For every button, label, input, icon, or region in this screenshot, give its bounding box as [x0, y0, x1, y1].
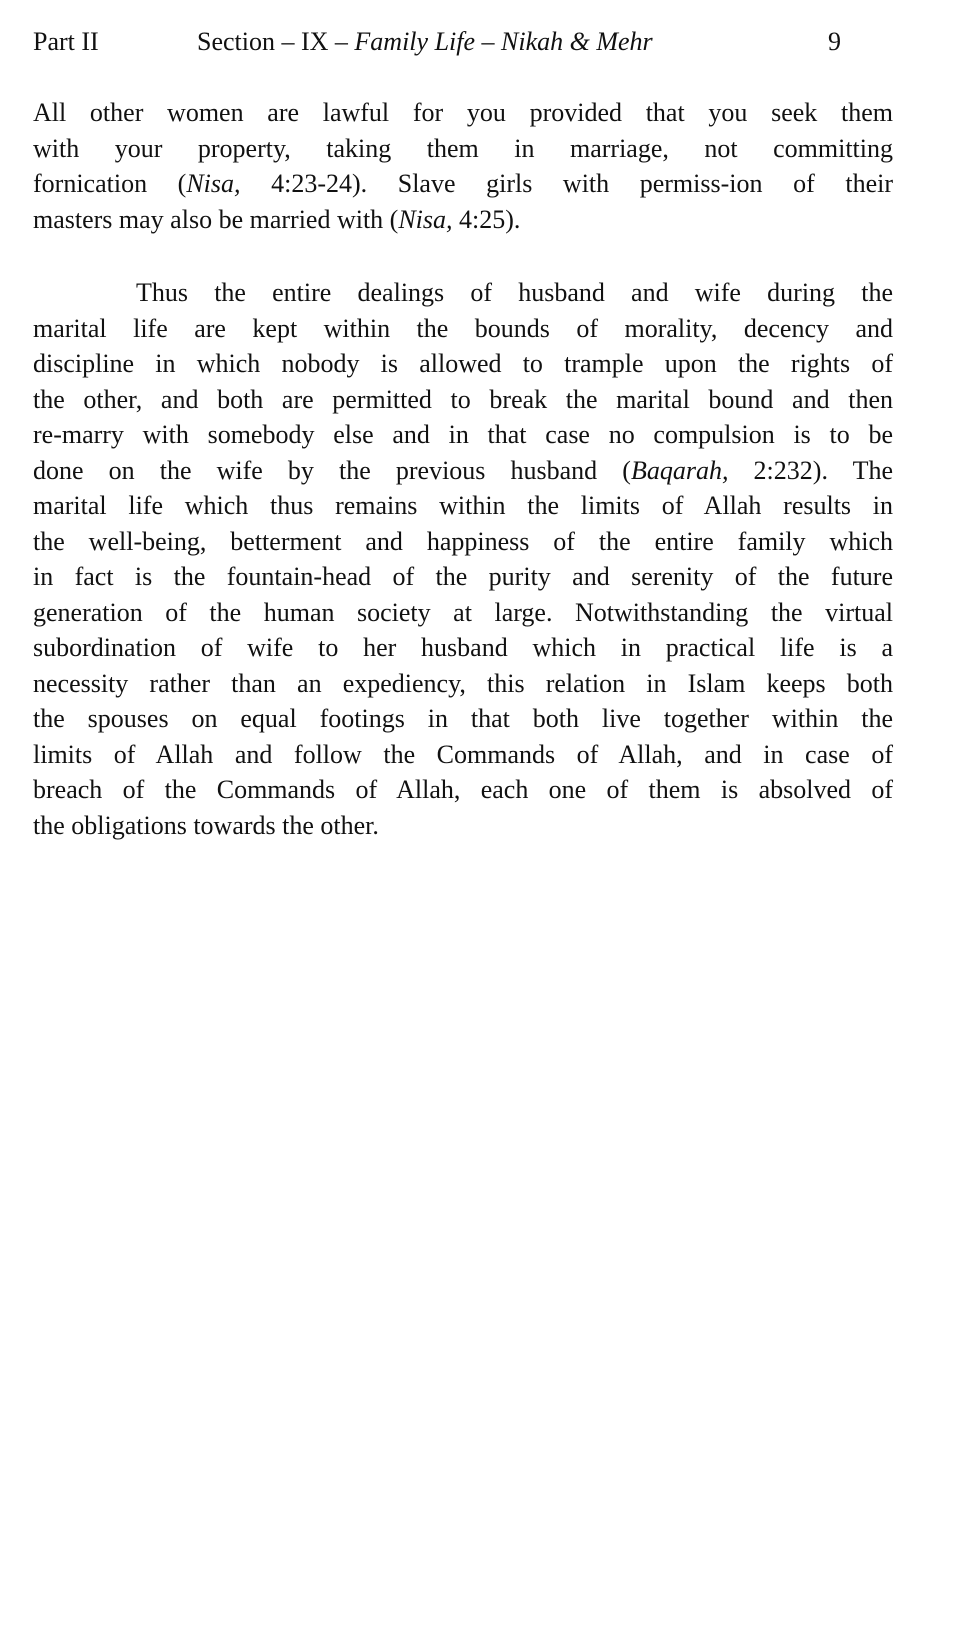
text-line — [33, 702, 893, 736]
text-segment: the well-being, betterment and happiness of the entire family which — [33, 526, 893, 556]
text-segment: with your property, taking them in marriage, not committing — [33, 133, 893, 163]
text-line — [33, 560, 893, 594]
citation-text: Nisa, — [398, 204, 453, 234]
text-line — [33, 96, 893, 130]
text-segment: the spouses on equal footings in that both live together within the — [33, 704, 893, 733]
text-segment: in fact is the fountain-head of the purity and serenity of the future — [33, 562, 893, 591]
text-segment: necessity rather than an expediency, this relation in Islam keeps both — [33, 668, 893, 698]
text-line — [33, 383, 893, 417]
text-line — [33, 276, 893, 310]
text-segment: done on the wife by the previous husband ( — [33, 455, 631, 485]
text-segment: the other, and both are permitted to break the marital bound and then — [33, 384, 893, 414]
text-line — [33, 631, 893, 665]
text-segment: Thus the entire dealings of husband and wife during the — [136, 278, 893, 307]
text-segment: re-marry with somebody else and in that case no compulsion is to be — [33, 420, 893, 449]
text-segment: 4:23-24). Slave girls with permiss-ion of their — [240, 169, 893, 198]
text-line — [33, 809, 893, 843]
text-segment: All other women are lawful for you provided that you seek them — [33, 98, 893, 127]
text-segment: discipline in which nobody is allowed to trample upon the rights of — [33, 349, 893, 378]
text-line — [33, 418, 893, 452]
text-line — [33, 132, 893, 166]
text-segment: breach of the Commands of Allah, each one of them is absolved of — [33, 775, 893, 804]
text-segment: 4:25). — [452, 204, 521, 234]
text-segment: fornication ( — [33, 169, 187, 198]
text-line — [33, 773, 893, 807]
text-segment: subordination of wife to her husband which in practical life is a — [33, 633, 893, 662]
text-line — [33, 167, 893, 201]
text-line — [33, 347, 893, 381]
text-line — [33, 525, 893, 559]
header-part: Part II — [33, 27, 99, 56]
text-line — [33, 667, 893, 701]
citation-text: Baqarah, — [630, 455, 729, 485]
text-line — [33, 454, 893, 488]
page-number: 9 — [828, 27, 841, 56]
text-segment: masters may also be married with ( — [33, 204, 399, 234]
header-section-title: Family Life – Nikah & Mehr — [354, 27, 653, 56]
text-segment: marital life which thus remains within the limits of Allah results in — [33, 491, 893, 520]
text-line — [33, 489, 893, 523]
text-line — [33, 312, 893, 346]
text-segment: limits of Allah and follow the Commands of Allah, and in case of — [33, 739, 893, 769]
text-line — [33, 738, 893, 772]
text-line — [33, 203, 893, 237]
text-segment: generation of the human society at large. Notwithstanding the virtual — [33, 597, 893, 627]
text-segment: the obligations towards the other. — [33, 810, 379, 840]
citation-text: Nisa, — [186, 169, 241, 198]
text-segment: marital life are kept within the bounds of morality, decency and — [33, 313, 893, 343]
header-section — [197, 26, 653, 58]
header-section-prefix: Section – IX – — [197, 27, 355, 56]
text-line — [33, 596, 893, 630]
text-segment: 2:232). The — [728, 455, 893, 485]
